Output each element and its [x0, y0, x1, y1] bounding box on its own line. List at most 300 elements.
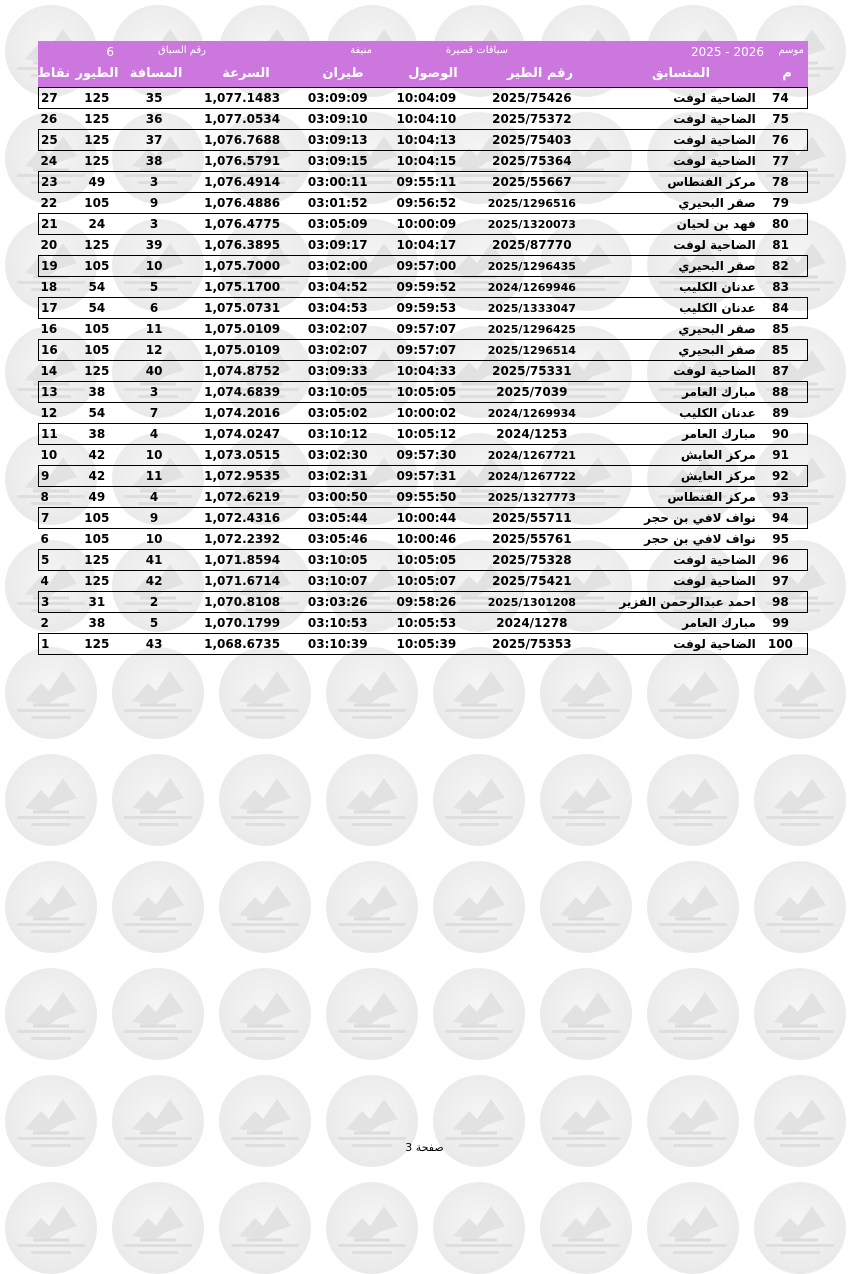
speed-cell: 1,077.0534 [204, 112, 281, 126]
birds-cell: 105 [70, 340, 123, 361]
pigeon-logo-watermark [219, 861, 311, 953]
flight-cell: 03:01:52 [307, 196, 368, 210]
rank-cell: 85 [760, 340, 808, 361]
arrival-cell: 10:05:39 [376, 634, 476, 655]
arrival-cell: 09:59:52 [396, 280, 457, 294]
flight-cell: 03:05:02 [307, 406, 368, 420]
points-cell: 8 [40, 490, 49, 504]
points-cell: 20 [40, 238, 58, 252]
arrival-cell: 09:57:00 [376, 256, 476, 277]
pigeon-logo-watermark [433, 1182, 525, 1274]
rank-cell: 89 [772, 406, 789, 420]
pigeon-logo-watermark [647, 647, 739, 739]
pigeon-logo-watermark [219, 1182, 311, 1274]
birds-cell: 125 [70, 88, 123, 109]
distance-cell: 41 [123, 550, 185, 571]
distance-cell: 40 [145, 364, 163, 378]
competitor-cell: الضاحية لوفت [673, 112, 756, 126]
flight-cell: 03:10:12 [299, 424, 376, 445]
arrival-cell: 10:05:12 [376, 424, 476, 445]
points-cell: 7 [39, 508, 71, 529]
distance-cell: 38 [145, 154, 163, 168]
flight-cell: 03:02:07 [307, 322, 368, 336]
table-row [39, 235, 808, 256]
table-row [39, 88, 808, 109]
points-cell: 13 [39, 382, 71, 403]
competitor-cell: الضاحية لوفت [587, 130, 759, 151]
col-points: نقاط [37, 66, 70, 81]
points-cell: 21 [39, 214, 71, 235]
rank-cell: 99 [772, 616, 789, 630]
rank-cell: 96 [760, 550, 808, 571]
flight-cell: 03:09:09 [299, 88, 376, 109]
ring-cell: 2025/1296425 [487, 322, 576, 336]
flight-cell: 03:00:50 [307, 490, 368, 504]
page-number: صفحة 3 [405, 1141, 444, 1154]
ring-cell: 2025/55667 [476, 172, 587, 193]
arrival-cell: 10:05:05 [376, 382, 476, 403]
competitor-cell: الضاحية لوفت [587, 88, 759, 109]
speed-cell: 1,074.2016 [204, 406, 281, 420]
pigeon-logo-watermark [5, 968, 97, 1060]
pigeon-logo-watermark [326, 754, 418, 846]
points-cell: 14 [40, 364, 58, 378]
arrival-cell: 10:04:15 [396, 154, 457, 168]
distance-cell: 10 [145, 532, 163, 546]
points-cell: 26 [40, 112, 58, 126]
flight-cell: 03:02:31 [299, 466, 376, 487]
competitor-cell: مبارك العامر [587, 382, 759, 403]
birds-cell: 125 [84, 238, 110, 252]
birds-cell: 125 [84, 112, 110, 126]
distance-cell: 37 [123, 130, 185, 151]
speed-cell: 1,074.6839 [185, 382, 299, 403]
points-cell: 9 [39, 466, 71, 487]
rank-cell: 80 [760, 214, 808, 235]
rank-cell: 98 [760, 592, 808, 613]
arrival-cell: 09:57:07 [396, 322, 457, 336]
flight-cell: 03:05:44 [299, 508, 376, 529]
rank-cell: 95 [772, 532, 789, 546]
speed-cell: 1,070.8108 [185, 592, 299, 613]
pigeon-logo-watermark [540, 968, 632, 1060]
table-row [39, 466, 808, 487]
pigeon-logo-watermark [326, 968, 418, 1060]
points-cell: 16 [40, 322, 58, 336]
pigeon-logo-watermark [112, 968, 204, 1060]
rank-cell: 75 [772, 112, 789, 126]
rank-cell: 78 [760, 172, 808, 193]
ring-cell: 2025/1301208 [476, 592, 587, 613]
speed-cell: 1,076.7688 [185, 130, 299, 151]
pigeon-logo-watermark [112, 1182, 204, 1274]
pigeon-logo-watermark [112, 754, 204, 846]
arrival-cell: 10:00:46 [396, 532, 457, 546]
speed-cell: 1,075.1700 [204, 280, 281, 294]
season-label: موسم [778, 45, 804, 56]
ring-cell: 2024/1267721 [487, 448, 576, 462]
distance-cell: 35 [123, 88, 185, 109]
rank-cell: 85 [772, 322, 789, 336]
points-cell: 4 [40, 574, 49, 588]
arrival-cell: 09:55:50 [396, 490, 457, 504]
ring-cell: 2025/55761 [492, 532, 572, 546]
flight-cell: 03:10:53 [307, 616, 368, 630]
competitor-cell: نواف لافي بن حجر [587, 508, 759, 529]
rank-cell: 92 [760, 466, 808, 487]
arrival-cell: 10:04:13 [376, 130, 476, 151]
flight-cell: 03:10:05 [299, 550, 376, 571]
table-row [39, 193, 808, 214]
flight-cell: 03:09:17 [307, 238, 368, 252]
flight-cell: 03:00:11 [299, 172, 376, 193]
table-row [39, 382, 808, 403]
flight-cell: 03:04:52 [307, 280, 368, 294]
speed-cell: 1,076.4914 [185, 172, 299, 193]
speed-cell: 1,071.8594 [185, 550, 299, 571]
competitor-cell: الضاحية لوفت [673, 364, 756, 378]
speed-cell: 1,071.6714 [204, 574, 281, 588]
table-row [39, 277, 808, 298]
birds-cell: 31 [70, 592, 123, 613]
pigeon-logo-watermark [540, 754, 632, 846]
birds-cell: 42 [70, 466, 123, 487]
birds-cell: 125 [84, 574, 110, 588]
pigeon-logo-watermark [647, 968, 739, 1060]
ring-cell: 2025/1327773 [487, 490, 576, 504]
table-row [39, 130, 808, 151]
ring-cell: 2025/1333047 [476, 298, 587, 319]
speed-cell: 1,075.0109 [185, 340, 299, 361]
distance-cell: 6 [123, 298, 185, 319]
pigeon-logo-watermark [647, 861, 739, 953]
rank-cell: 90 [760, 424, 808, 445]
col-rank: م [782, 66, 792, 81]
pigeon-logo-watermark [112, 861, 204, 953]
rank-cell: 77 [772, 154, 789, 168]
table-row [39, 319, 808, 340]
arrival-cell: 10:04:17 [396, 238, 457, 252]
points-cell: 6 [40, 532, 49, 546]
pigeon-logo-watermark [540, 861, 632, 953]
season-value: 2026 - 2025 [690, 45, 764, 59]
rank-cell: 87 [772, 364, 789, 378]
rank-cell: 84 [760, 298, 808, 319]
speed-cell: 1,074.0247 [185, 424, 299, 445]
speed-cell: 1,072.9535 [185, 466, 299, 487]
arrival-cell: 09:58:26 [376, 592, 476, 613]
pigeon-logo-watermark [754, 754, 846, 846]
ring-cell: 2024/1269946 [487, 280, 576, 294]
points-cell: 1 [39, 634, 71, 655]
pigeon-logo-watermark [754, 861, 846, 953]
speed-cell: 1,077.1483 [185, 88, 299, 109]
distance-cell: 4 [123, 424, 185, 445]
ring-cell: 2025/75353 [476, 634, 587, 655]
arrival-cell: 10:00:02 [396, 406, 457, 420]
points-cell: 22 [40, 196, 58, 210]
table-row [39, 529, 808, 550]
competitor-cell: مبارك العامر [682, 616, 756, 630]
table-row [39, 256, 808, 277]
points-cell: 3 [39, 592, 71, 613]
flight-cell: 03:04:53 [299, 298, 376, 319]
arrival-cell: 10:00:09 [376, 214, 476, 235]
pigeon-logo-watermark [647, 1182, 739, 1274]
distance-cell: 3 [123, 382, 185, 403]
flight-cell: 03:03:26 [299, 592, 376, 613]
birds-cell: 125 [70, 634, 123, 655]
pigeon-logo-watermark [433, 647, 525, 739]
table-row [39, 424, 808, 445]
distance-cell: 42 [145, 574, 163, 588]
pigeon-logo-watermark [754, 968, 846, 1060]
col-ring: رقم الطير [506, 66, 574, 81]
table-row [39, 403, 808, 424]
ring-cell: 2024/1267722 [476, 466, 587, 487]
distance-cell: 10 [123, 256, 185, 277]
col-flight: طيران [322, 66, 364, 81]
birds-cell: 125 [70, 130, 123, 151]
table-row [39, 214, 808, 235]
table-row [39, 361, 808, 382]
pigeon-logo-watermark [433, 754, 525, 846]
flight-cell: 03:10:07 [307, 574, 368, 588]
ring-cell: 2025/1296516 [487, 196, 576, 210]
speed-cell: 1,076.5791 [204, 154, 281, 168]
birds-cell: 38 [70, 382, 123, 403]
table-row [39, 613, 808, 634]
distance-cell: 5 [149, 616, 159, 630]
table-row [39, 340, 808, 361]
points-cell: 23 [39, 172, 71, 193]
col-distance: المسافة [129, 66, 183, 81]
points-cell: 18 [40, 280, 58, 294]
distance-cell: 12 [123, 340, 185, 361]
table-row [39, 445, 808, 466]
points-cell: 25 [39, 130, 71, 151]
speed-cell: 1,075.7000 [185, 256, 299, 277]
competitor-cell: الضاحية لوفت [673, 574, 756, 588]
birds-cell: 105 [84, 322, 110, 336]
points-cell: 5 [39, 550, 71, 571]
distance-cell: 2 [123, 592, 185, 613]
race-number: 6 [106, 45, 114, 59]
competitor-cell: احمد عبدالرحمن الفزير [587, 592, 759, 613]
distance-cell: 5 [149, 280, 159, 294]
flight-cell: 03:05:46 [307, 532, 368, 546]
table-row [39, 487, 808, 508]
arrival-cell: 09:57:30 [396, 448, 457, 462]
competitor-cell: فهد بن لحيان [587, 214, 759, 235]
points-cell: 24 [40, 154, 58, 168]
ring-cell: 2025/75426 [476, 88, 587, 109]
birds-cell: 38 [88, 616, 106, 630]
rank-cell: 76 [760, 130, 808, 151]
rank-cell: 100 [760, 634, 808, 655]
competitor-cell: عدنان الكليب [587, 298, 759, 319]
birds-cell: 38 [70, 424, 123, 445]
points-cell: 27 [39, 88, 71, 109]
arrival-cell: 10:04:09 [376, 88, 476, 109]
competitor-cell: عدنان الكليب [679, 280, 756, 294]
distance-cell: 3 [123, 172, 185, 193]
birds-cell: 24 [70, 214, 123, 235]
birds-cell: 49 [70, 172, 123, 193]
birds-cell: 105 [84, 532, 110, 546]
birds-cell: 54 [70, 298, 123, 319]
competitor-cell: مركز العايش [587, 466, 759, 487]
competitor-cell: الضاحية لوفت [587, 634, 759, 655]
race-number-label: رقم السباق [157, 45, 206, 56]
arrival-cell: 09:56:52 [396, 196, 457, 210]
arrival-cell: 09:55:11 [376, 172, 476, 193]
pigeon-logo-watermark [647, 754, 739, 846]
points-cell: 11 [39, 424, 71, 445]
ring-cell: 2025/1320073 [476, 214, 587, 235]
rank-cell: 81 [772, 238, 789, 252]
points-cell: 12 [40, 406, 58, 420]
race-type: سباقات قصيرة [445, 45, 508, 56]
competitor-cell: الضاحية لوفت [673, 238, 756, 252]
ring-cell: 2024/1278 [496, 616, 568, 630]
header-info-row [38, 41, 808, 62]
competitor-cell: مركز الفنطاس [667, 490, 756, 504]
birds-cell: 125 [70, 550, 123, 571]
arrival-cell: 09:57:07 [376, 340, 476, 361]
points-cell: 16 [39, 340, 71, 361]
table-row [39, 151, 808, 172]
rank-cell: 79 [772, 196, 789, 210]
ring-cell: 2025/75421 [492, 574, 572, 588]
arrival-cell: 09:57:31 [376, 466, 476, 487]
col-speed: السرعة [222, 66, 270, 81]
pigeon-logo-watermark [219, 647, 311, 739]
ring-cell: 2025/75372 [492, 112, 572, 126]
speed-cell: 1,076.3895 [204, 238, 281, 252]
pigeon-logo-watermark [5, 861, 97, 953]
speed-cell: 1,073.0515 [204, 448, 281, 462]
distance-cell: 9 [123, 508, 185, 529]
table-row [39, 634, 808, 655]
rank-cell: 93 [772, 490, 789, 504]
competitor-cell: مركز الفنطاس [587, 172, 759, 193]
rank-cell: 91 [772, 448, 789, 462]
table-row [39, 172, 808, 193]
ring-cell: 2025/1296435 [476, 256, 587, 277]
race-location: منيفة [350, 45, 372, 56]
distance-cell: 10 [145, 448, 163, 462]
flight-cell: 03:09:33 [307, 364, 368, 378]
birds-cell: 105 [70, 508, 123, 529]
competitor-cell: نواف لافي بن حجر [644, 532, 756, 546]
distance-cell: 3 [123, 214, 185, 235]
ring-cell: 2025/87770 [492, 238, 572, 252]
distance-cell: 43 [123, 634, 185, 655]
results-sheet [38, 41, 808, 655]
ring-cell: 2024/1253 [476, 424, 587, 445]
birds-cell: 42 [88, 448, 106, 462]
rank-cell: 94 [760, 508, 808, 529]
pigeon-logo-watermark [219, 754, 311, 846]
flight-cell: 03:02:07 [299, 340, 376, 361]
ring-cell: 2024/1269934 [487, 406, 576, 420]
birds-cell: 54 [88, 406, 106, 420]
competitor-cell: مركز العايش [680, 448, 756, 462]
distance-cell: 36 [145, 112, 163, 126]
pigeon-logo-watermark [5, 754, 97, 846]
distance-cell: 11 [145, 322, 163, 336]
rank-cell: 88 [760, 382, 808, 403]
rank-cell: 97 [772, 574, 789, 588]
ring-cell: 2025/75331 [492, 364, 572, 378]
birds-cell: 105 [70, 256, 123, 277]
flight-cell: 03:05:09 [299, 214, 376, 235]
arrival-cell: 10:04:10 [396, 112, 457, 126]
ring-cell: 2025/75403 [476, 130, 587, 151]
pigeon-logo-watermark [433, 968, 525, 1060]
pigeon-logo-watermark [326, 1182, 418, 1274]
competitor-cell: مبارك العامر [587, 424, 759, 445]
flight-cell: 03:09:13 [299, 130, 376, 151]
speed-cell: 1,074.8752 [204, 364, 281, 378]
ring-cell: 2025/1296514 [476, 340, 587, 361]
table-row [39, 298, 808, 319]
pigeon-logo-watermark [219, 968, 311, 1060]
arrival-cell: 09:59:53 [376, 298, 476, 319]
arrival-cell: 10:05:05 [376, 550, 476, 571]
flight-cell: 03:09:15 [307, 154, 368, 168]
competitor-cell: صقر البحيري [587, 340, 759, 361]
flight-cell: 03:10:39 [299, 634, 376, 655]
col-competitor: المتسابق [651, 66, 711, 81]
arrival-cell: 10:04:33 [396, 364, 457, 378]
distance-cell: 9 [149, 196, 159, 210]
pigeon-logo-watermark [540, 1182, 632, 1274]
birds-cell: 54 [88, 280, 106, 294]
distance-cell: 4 [149, 490, 159, 504]
speed-cell: 1,075.0109 [204, 322, 281, 336]
table-row [39, 571, 808, 592]
competitor-cell: صقر البحيري [678, 322, 756, 336]
table-row [39, 592, 808, 613]
arrival-cell: 10:05:07 [396, 574, 457, 588]
arrival-cell: 10:00:44 [376, 508, 476, 529]
points-cell: 10 [40, 448, 58, 462]
speed-cell: 1,072.6219 [204, 490, 281, 504]
speed-cell: 1,072.2392 [204, 532, 281, 546]
distance-cell: 7 [149, 406, 159, 420]
pigeon-logo-watermark [326, 861, 418, 953]
table-header [38, 41, 808, 87]
birds-cell: 125 [84, 154, 110, 168]
ring-cell: 2025/7039 [476, 382, 587, 403]
flight-cell: 03:09:10 [307, 112, 368, 126]
table-row [39, 109, 808, 130]
rank-cell: 82 [760, 256, 808, 277]
points-cell: 2 [40, 616, 49, 630]
speed-cell: 1,075.0731 [185, 298, 299, 319]
birds-cell: 105 [84, 196, 110, 210]
competitor-cell: عدنان الكليب [679, 406, 756, 420]
rank-cell: 83 [772, 280, 789, 294]
pigeon-logo-watermark [754, 647, 846, 739]
pigeon-logo-watermark [540, 647, 632, 739]
competitor-cell: صقر البحيري [587, 256, 759, 277]
speed-cell: 1,076.4775 [185, 214, 299, 235]
ring-cell: 2025/75328 [476, 550, 587, 571]
flight-cell: 03:10:05 [299, 382, 376, 403]
